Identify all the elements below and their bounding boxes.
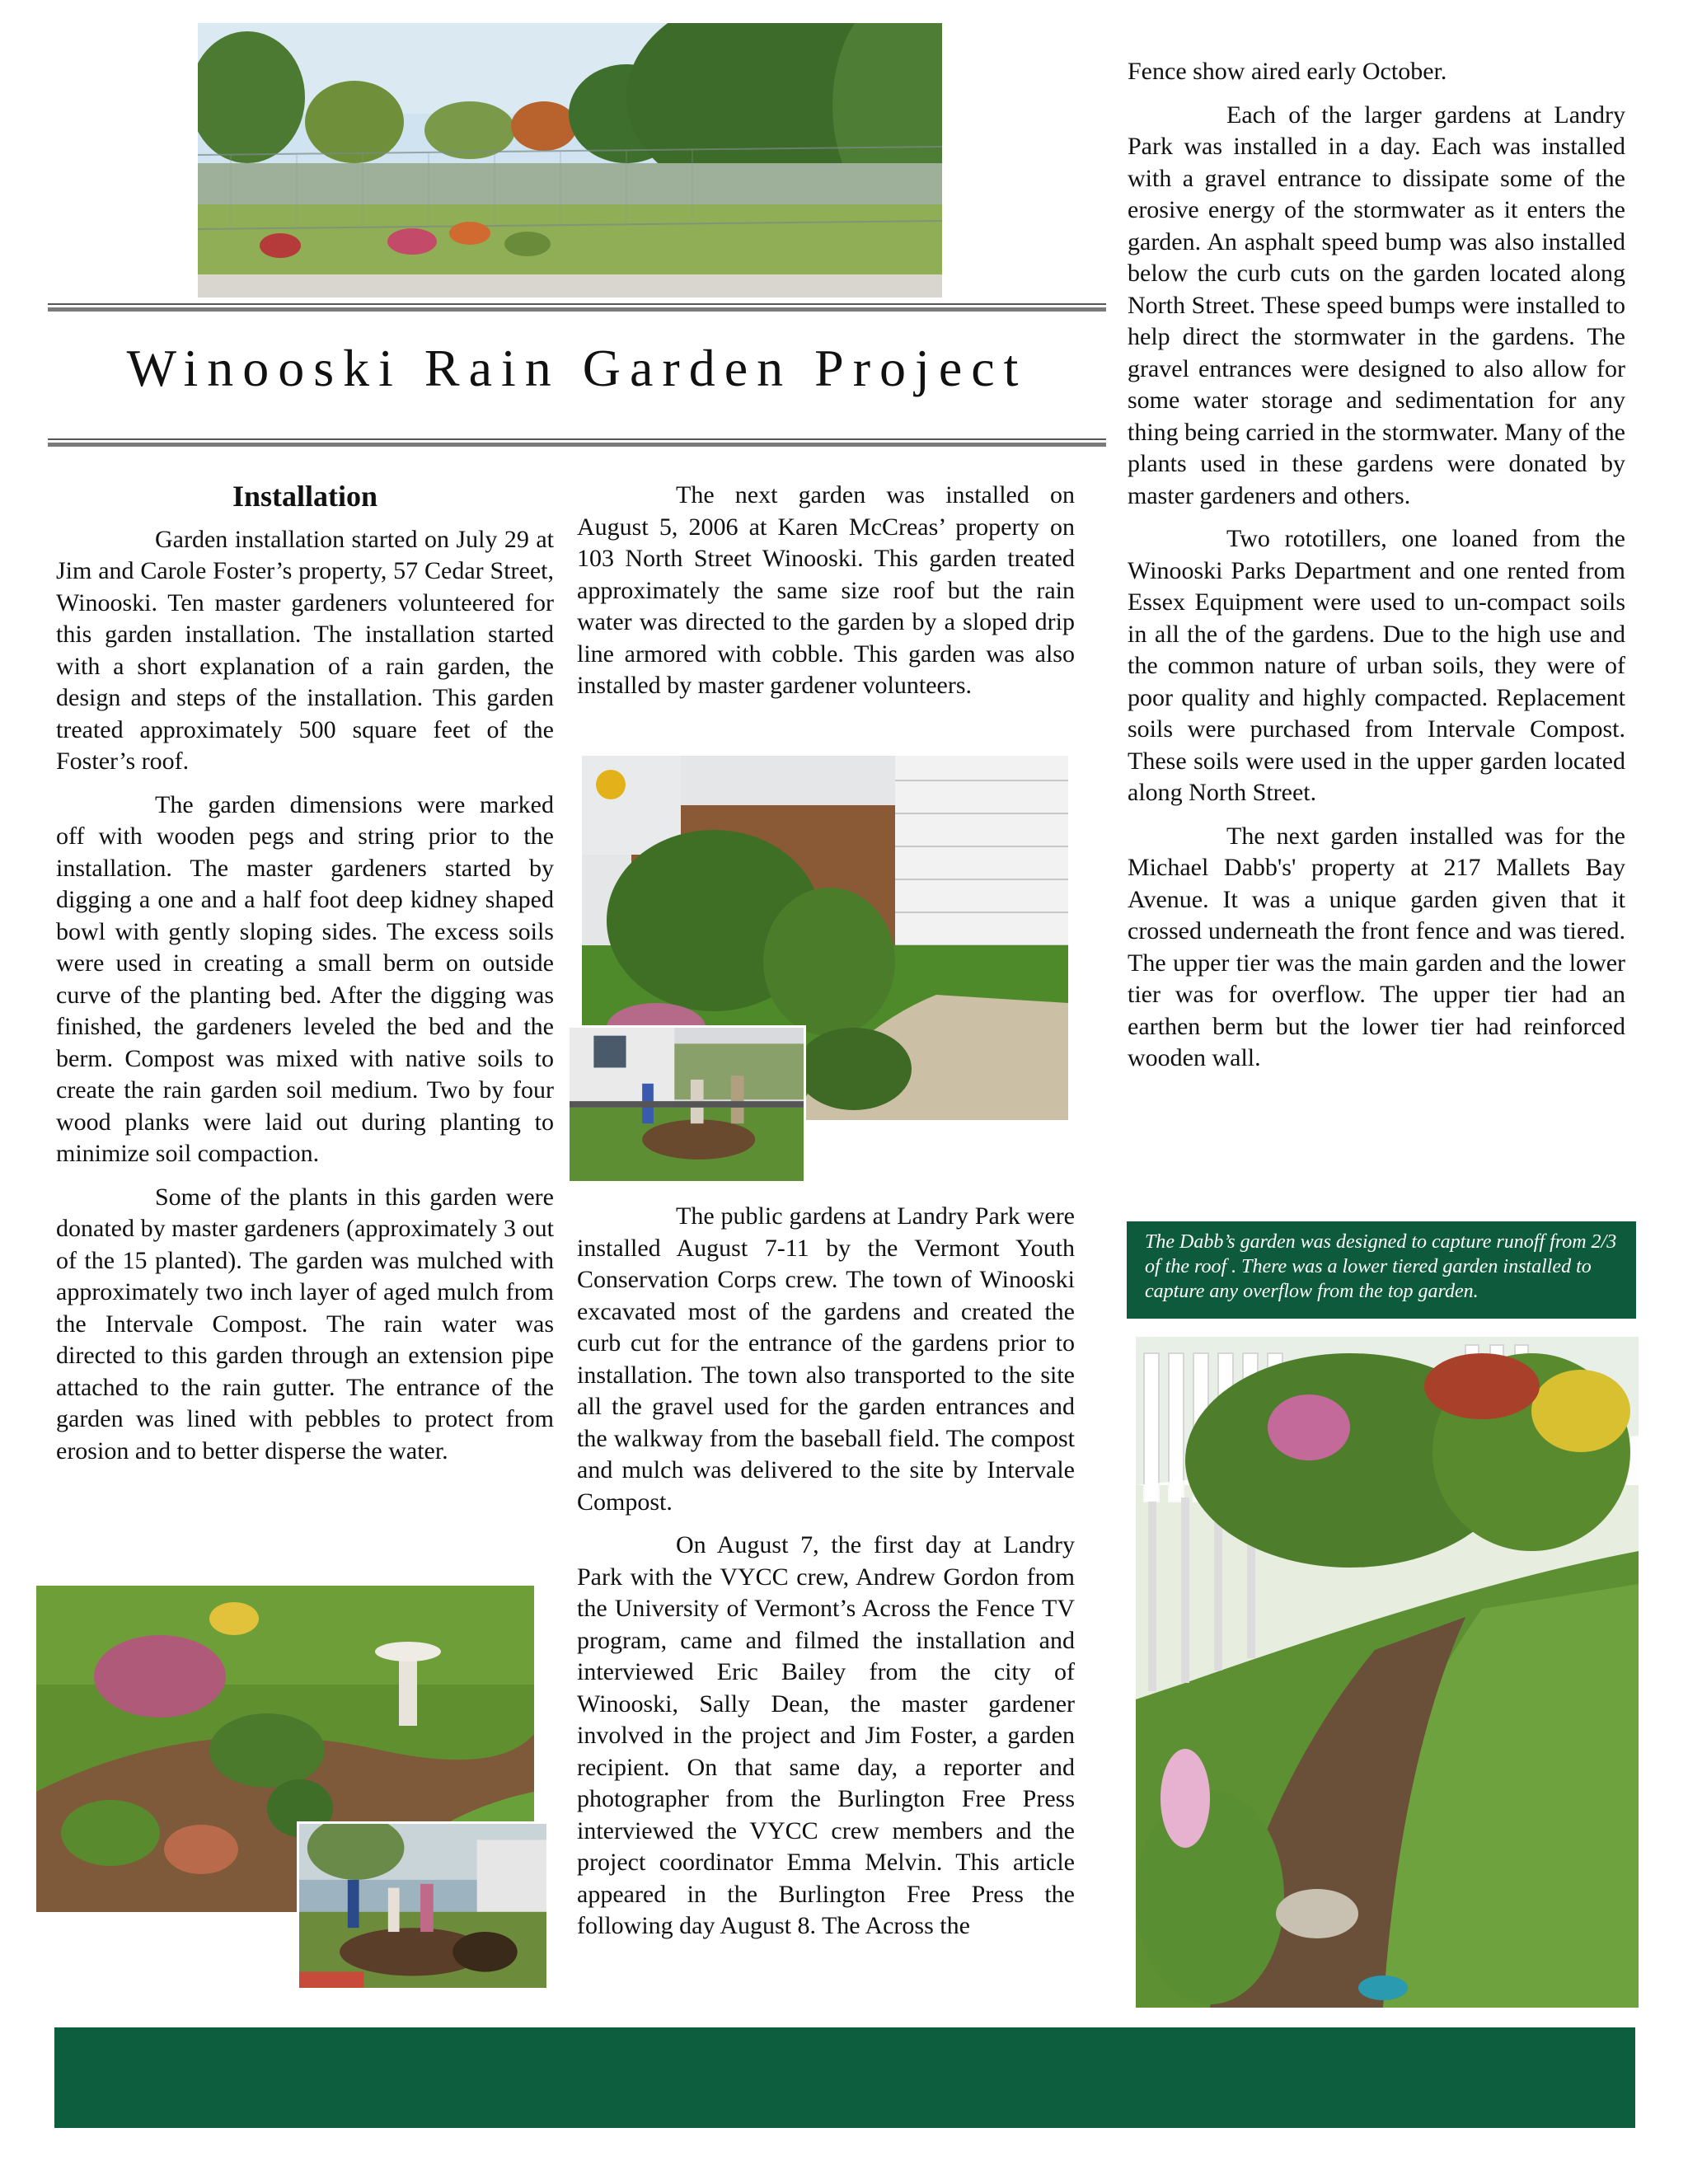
photo-dabb-garden bbox=[1136, 1337, 1639, 2008]
column-1 bbox=[56, 480, 554, 1479]
paragraph: The next garden installed was for the Michael Dabb's' property at 217 Mallets Bay Avenue. It was a unique garden given that it crossed underneath the front fence and was tiered. The upper tier was the main garden and the lower tier was for overflow. The upper tier had an earthen berm but the lower tier had reinforced wooden wall. bbox=[1128, 822, 1625, 1071]
paragraph: The public gardens at Landry Park were installed August 7-11 by the Vermont Youth Conservation Corps crew. The town of Winooski excavated most of the gardens and created the curb cut for the entrance of the gardens prior to installation. The town also transported to the site all the gravel used for the garden entrances and the walkway from the baseball field. The compost and mulch was delivered to the site by Intervale Compost. bbox=[577, 1202, 1075, 1516]
paragraph: Each of the larger gardens at Landry Park was installed in a day. Each was installed with a gravel entrance to dissipate some of the erosive energy of the stormwater as it enters the garden. An asphalt speed bump was also installed below the curb cuts on the garden located along North Street. These speed bumps were installed to help direct the stormwater in the gardens. The gravel entrances were designed to also allow for some water storage and sedimentation for any thing being carried in the stormwater. Many of the plants used in these gardens were donated by master gardeners and others. bbox=[1128, 101, 1625, 509]
header-photo-park-fence bbox=[198, 23, 942, 298]
paragraph: Garden installation started on July 29 at Jim and Carole Foster’s property, 57 Cedar Street, Winooski. Ten master gardeners volunteered for this garden installation. The installation started with a short explanation of a rain garden, the design and steps of the installation. This garden treated approximately 500 square feet of the Foster’s roof. bbox=[56, 525, 554, 775]
column-3 bbox=[1128, 56, 1625, 1086]
paragraph: Some of the plants in this garden were donated by master gardeners (approximately 3 out of the 15 planted). The garden was mulched with approximately two inch layer of aged mulch from the Intervale Compost. The rain water was directed to this garden through an extension pipe attached to the rain gutter. The entrance of the garden was lined with pebbles to protect from erosion and to better disperse the water. bbox=[56, 1183, 554, 1465]
paragraph: Two rototillers, one loaned from the Winooski Parks Department and one rented from Essex Equipment were used to un-compact soils in all the of the gardens. Due to the high use and the common nature of urban soils, they were of poor quality and highly compacted. Replacement soils were purchased from Intervale Compost. These soils were used in the upper garden located along North Street. bbox=[1128, 525, 1625, 806]
paragraph: The next garden was installed on August 5, 2006 at Karen McCreas’ property on 103 North Street Winooski. This garden treated approximately the same size roof but the rain water was directed to the garden by a sloped drip line armored with cobble. This garden was also installed by master gardener volunteers. bbox=[577, 481, 1075, 699]
column-2 bbox=[577, 480, 1075, 714]
bottom-rule bbox=[48, 438, 1106, 447]
column-2-lower bbox=[577, 1201, 1075, 1954]
section-heading-installation: Installation bbox=[232, 480, 378, 513]
page-title: Winooski Rain Garden Project bbox=[126, 339, 1028, 397]
paragraph: Fence show aired early October. bbox=[1128, 58, 1447, 85]
photo-caption: The Dabb’s garden was designed to capture runoff from 2/3 of the roof . There was a lower tiered garden installed to capture any overflow from the top garden. bbox=[1127, 1221, 1636, 1319]
paragraph: The garden dimensions were marked off with wooden pegs and string prior to the installation. The master gardeners started by digging a one and a half foot deep kidney shaped bowl with gently sloping sides. The excess soils were used in creating a small berm on outside curve of the planting bed. After the digging was finished, the gardeners leveled the bed and the berm. Compost was mixed with native soils to create the rain garden soil medium. Two by four wood planks were laid out during planting to minimize soil compaction. bbox=[56, 790, 554, 1167]
top-rule bbox=[48, 303, 1106, 312]
photo-gardeners-digging bbox=[297, 1821, 549, 1990]
photo-workers-small bbox=[567, 1025, 806, 1183]
paragraph: On August 7, the first day at Landry Park with the VYCC crew, Andrew Gordon from the University of Vermont’s Across the Fence TV program, came and filmed the installation and interviewed Eric Bailey from the city of Winooski, Sally Dean, the master gardener involved in the project and Jim Foster, a garden recipient. On that same day, a reporter and photographer from the Burlington Free Press interviewed the VYCC crew members and the project coordinator Emma Melvin. This article appeared in the Burlington Free Press the following day August 8. The Across the bbox=[577, 1531, 1075, 1939]
footer-bar bbox=[54, 2027, 1635, 2128]
